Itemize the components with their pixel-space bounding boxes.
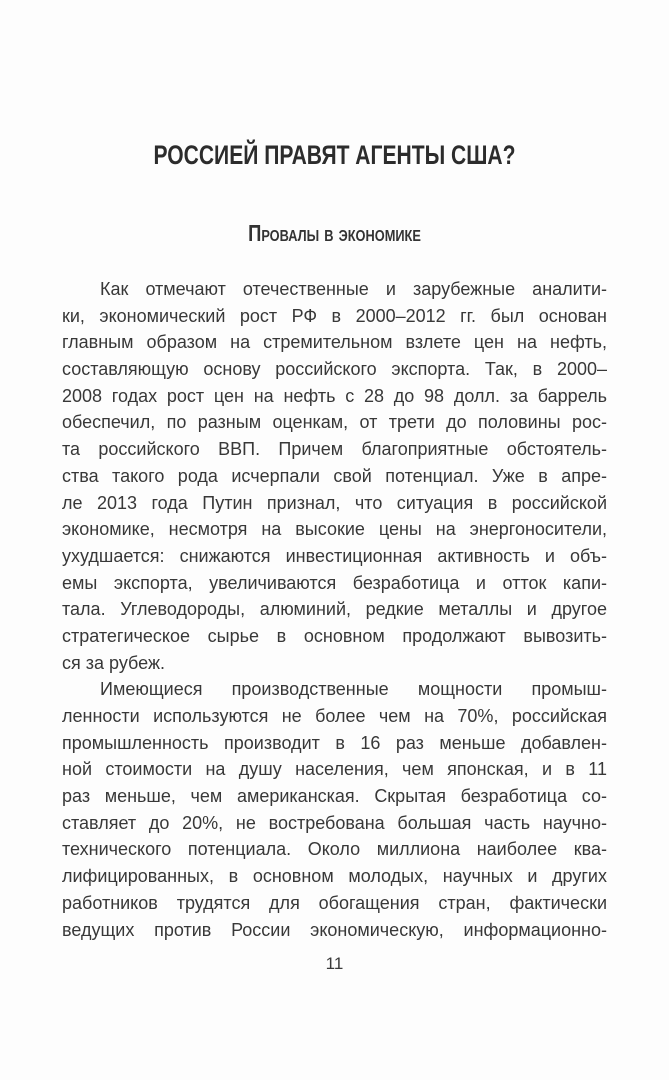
text-line: 2008 годах рост цен на нефть с 28 до 98 долл. за баррель [62,385,607,406]
text-line: Как отмечают отечественные и зарубежные аналити- [100,279,607,299]
text-line: ства такого рода исчерпали свой потенциал. Уже в апре- [62,465,607,486]
text-line: составляющую основу российского экспорта. Так, в 2000– [62,359,607,380]
text-line: ленности используются не более чем на 70%, российская [62,706,607,726]
body-text [62,276,607,943]
text-line: тала. Углеводороды, алюминий, редкие металлы и другое [62,599,607,620]
page-number: 11 [325,954,344,973]
text-line: ся за рубеж. [62,652,165,673]
text-line: ле 2013 года Путин признал, что ситуация в российской [62,492,607,513]
text-line: стратегическое сырье в основном продолжают вывозить- [62,625,607,646]
text-line: главным образом на стремительном взлете цен на нефть, [62,332,607,353]
text-line: технического потенциала. Около миллиона наиболее ква- [62,839,607,860]
text-line: емы экспорта, увеличиваются безработица и отток капи- [62,572,607,593]
text-line: ки, экономический рост РФ в 2000–2012 гг. был основан [62,305,607,326]
text-line: промышленность производит в 16 раз меньше добавлен- [62,732,607,753]
section-heading: Провалы в экономике [248,220,421,246]
page-title: РОССИЕЙ ПРАВЯТ АГЕНТЫ США? [153,140,516,170]
text-line: лифицированных, в основном молодых, научных и других [62,866,607,887]
text-line: ставляет до 20%, не востребована большая часть научно- [62,812,607,833]
text-line: ухудшается: снижаются инвестиционная активность и объ- [62,545,607,566]
text-line: Имеющиеся производственные мощности промыш- [100,679,607,700]
text-line: ной стоимости на душу населения, чем японская, и в 11 [62,759,607,780]
text-line: работников трудятся для обогащения стран, фактически [62,892,607,913]
text-line: раз меньше, чем американская. Скрытая безработица со- [62,786,607,807]
text-line: та российского ВВП. Причем благоприятные обстоятель- [62,439,607,460]
text-line: экономике, несмотря на высокие цены на энергоносители, [62,519,607,540]
text-line: обеспечил, по разным оценкам, от трети до половины рос- [62,412,607,433]
text-line: ведущих против России экономическую, информационно- [62,919,607,940]
